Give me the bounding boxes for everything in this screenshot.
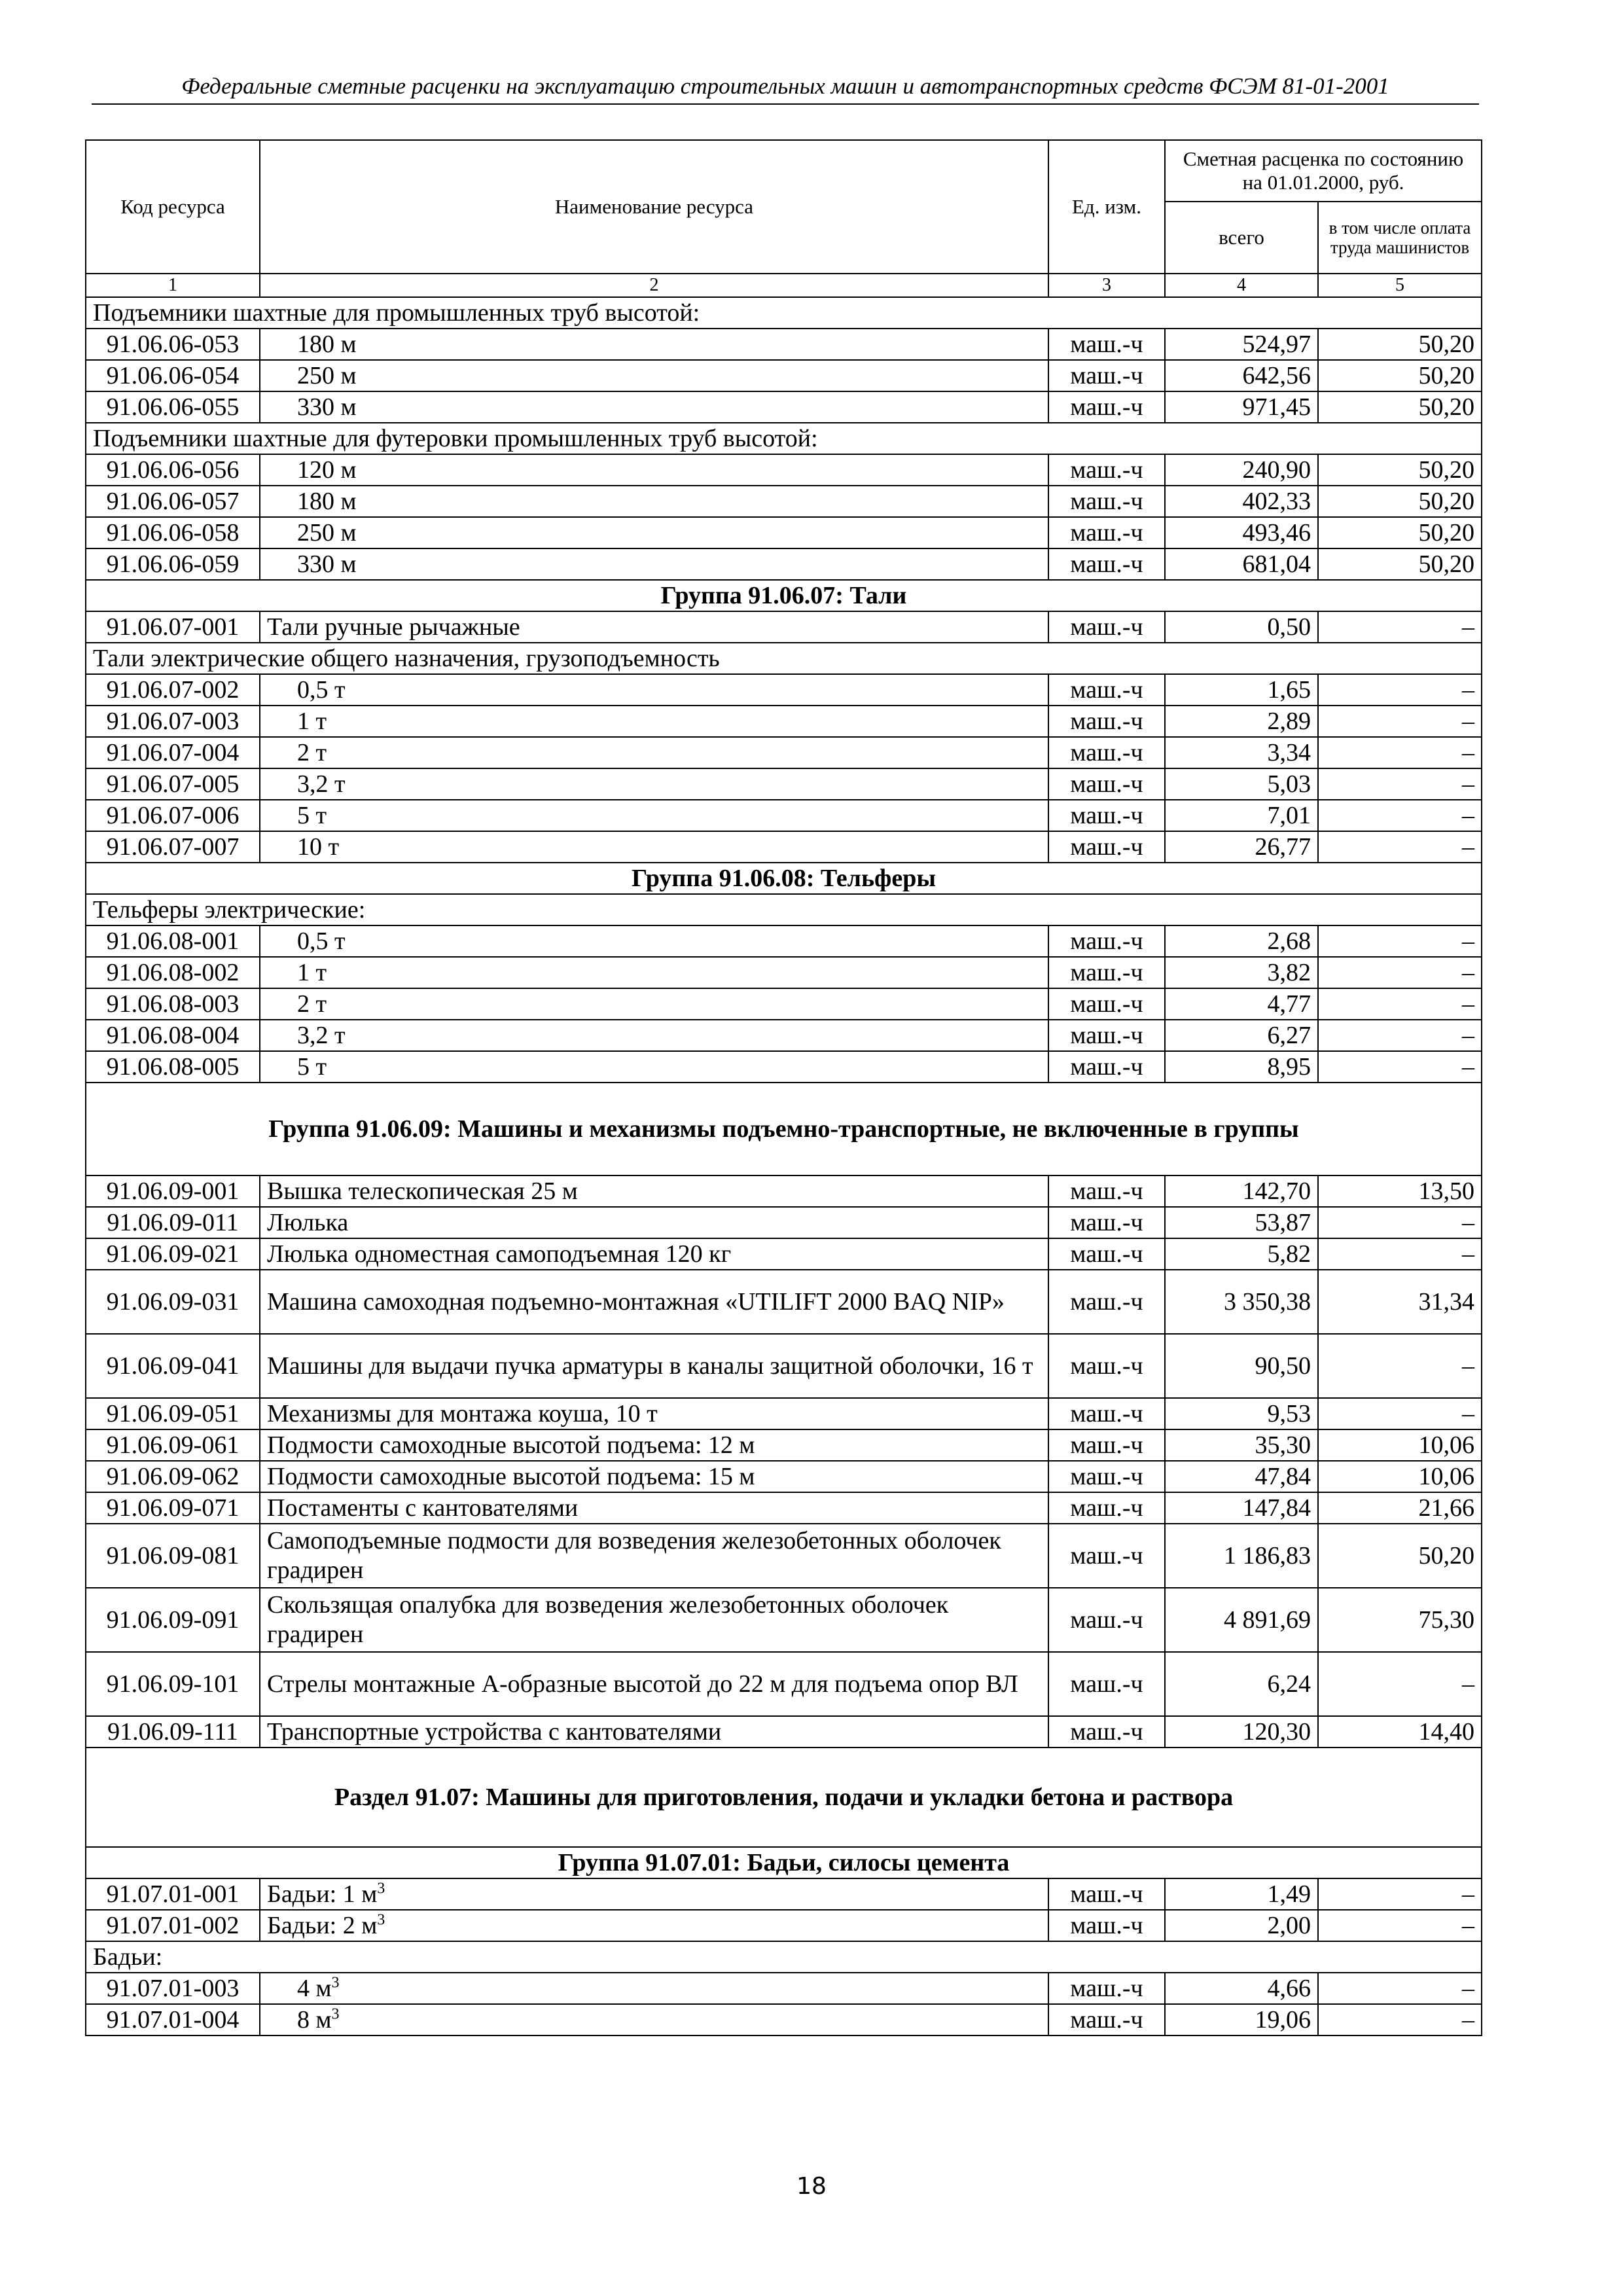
resource-name: 2 т — [260, 988, 1048, 1020]
table-row — [86, 1270, 1482, 1334]
resource-name: 3,2 т — [260, 1020, 1048, 1051]
unit: маш.-ч — [1048, 1878, 1165, 1910]
resource-code: 91.06.09-062 — [86, 1461, 260, 1492]
resource-name: 0,5 т — [260, 674, 1048, 706]
unit: маш.-ч — [1048, 737, 1165, 768]
table-row — [86, 1051, 1482, 1083]
price-wage: 50,20 — [1318, 454, 1482, 486]
price-wage: 31,34 — [1318, 1270, 1482, 1334]
table-row — [86, 517, 1482, 548]
price-total: 2,00 — [1165, 1910, 1318, 1941]
column-number: 1 — [86, 274, 260, 297]
table-row — [86, 1588, 1482, 1652]
price-wage: – — [1318, 800, 1482, 831]
table-row — [86, 988, 1482, 1020]
price-total: 4 891,69 — [1165, 1588, 1318, 1652]
table-row — [86, 1910, 1482, 1941]
table-row — [86, 1398, 1482, 1429]
price-total: 7,01 — [1165, 800, 1318, 831]
resource-code: 91.06.09-041 — [86, 1334, 260, 1398]
resource-name: Машины для выдачи пучка арматуры в каналы защитной оболочки, 16 т — [260, 1334, 1048, 1398]
column-number: 3 — [1048, 274, 1165, 297]
page-number: 18 — [796, 2173, 827, 2200]
price-wage: – — [1318, 1973, 1482, 2004]
resource-code: 91.06.09-031 — [86, 1270, 260, 1334]
group-row — [86, 1847, 1482, 1878]
resource-name-text: 8 м — [297, 2006, 332, 2034]
resource-code: 91.06.06-057 — [86, 486, 260, 517]
unit: маш.-ч — [1048, 1020, 1165, 1051]
price-total: 90,50 — [1165, 1334, 1318, 1398]
price-wage: – — [1318, 737, 1482, 768]
resource-code: 91.06.06-055 — [86, 391, 260, 423]
unit: маш.-ч — [1048, 486, 1165, 517]
resource-code: 91.06.07-004 — [86, 737, 260, 768]
unit: маш.-ч — [1048, 1175, 1165, 1207]
price-wage: – — [1318, 925, 1482, 957]
price-wage: – — [1318, 611, 1482, 643]
resource-code: 91.07.01-001 — [86, 1878, 260, 1910]
resource-code: 91.06.09-021 — [86, 1238, 260, 1270]
price-total: 0,50 — [1165, 611, 1318, 643]
column-number: 4 — [1165, 274, 1318, 297]
resource-code: 91.06.07-002 — [86, 674, 260, 706]
unit: маш.-ч — [1048, 988, 1165, 1020]
table-row — [86, 768, 1482, 800]
table-row — [86, 1175, 1482, 1207]
price-wage: 75,30 — [1318, 1588, 1482, 1652]
group-row — [86, 1083, 1482, 1175]
unit: маш.-ч — [1048, 1238, 1165, 1270]
price-wage: 10,06 — [1318, 1461, 1482, 1492]
header-code: Код ресурса — [86, 140, 260, 274]
resource-code: 91.07.01-004 — [86, 2004, 260, 2036]
unit: маш.-ч — [1048, 1429, 1165, 1461]
price-total: 1 186,83 — [1165, 1524, 1318, 1588]
price-wage: 50,20 — [1318, 1524, 1482, 1588]
price-wage: – — [1318, 1334, 1482, 1398]
price-total: 1,65 — [1165, 674, 1318, 706]
resource-name: Подмости самоходные высотой подъема: 15 м — [260, 1461, 1048, 1492]
subheading: Подъемники шахтные для футеровки промышленных труб высотой: — [86, 423, 1482, 454]
resource-name: Механизмы для монтажа коуша, 10 т — [260, 1398, 1048, 1429]
unit: маш.-ч — [1048, 517, 1165, 548]
price-total: 47,84 — [1165, 1461, 1318, 1492]
table-row — [86, 360, 1482, 391]
price-total: 6,27 — [1165, 1020, 1318, 1051]
unit: маш.-ч — [1048, 800, 1165, 831]
resource-code: 91.06.09-051 — [86, 1398, 260, 1429]
resource-code: 91.06.06-059 — [86, 548, 260, 580]
resource-name: Вышка телескопическая 25 м — [260, 1175, 1048, 1207]
header-total: всего — [1165, 202, 1318, 274]
resource-name: 5 т — [260, 800, 1048, 831]
price-total: 3 350,38 — [1165, 1270, 1318, 1334]
section-row — [86, 1748, 1482, 1847]
table-row — [86, 329, 1482, 360]
price-wage: – — [1318, 988, 1482, 1020]
resource-name: 10 т — [260, 831, 1048, 863]
resource-name: 1 т — [260, 957, 1048, 988]
page-header: Федеральные сметные расценки на эксплуатацию строительных машин и автотранспортных средств ФСЭМ 81-01-2001 — [92, 73, 1479, 105]
price-total: 3,82 — [1165, 957, 1318, 988]
resource-code: 91.06.09-071 — [86, 1492, 260, 1524]
resource-name — [260, 1973, 1048, 2004]
resource-code: 91.06.06-056 — [86, 454, 260, 486]
unit: маш.-ч — [1048, 1588, 1165, 1652]
resource-code: 91.06.06-053 — [86, 329, 260, 360]
table-row — [86, 925, 1482, 957]
resource-name: Транспортные устройства с кантователями — [260, 1716, 1048, 1748]
unit: маш.-ч — [1048, 1492, 1165, 1524]
price-total: 19,06 — [1165, 2004, 1318, 2036]
unit: маш.-ч — [1048, 674, 1165, 706]
price-total: 524,97 — [1165, 329, 1318, 360]
section-heading: Раздел 91.07: Машины для приготовления, подачи и укладки бетона и раствора — [86, 1748, 1482, 1847]
price-wage: 10,06 — [1318, 1429, 1482, 1461]
resource-code: 91.06.08-003 — [86, 988, 260, 1020]
price-total: 5,03 — [1165, 768, 1318, 800]
price-total: 2,68 — [1165, 925, 1318, 957]
resource-name: 5 т — [260, 1051, 1048, 1083]
price-wage: – — [1318, 1020, 1482, 1051]
unit: маш.-ч — [1048, 2004, 1165, 2036]
price-wage: – — [1318, 1652, 1482, 1716]
header-wage: в том числе оплата труда машинистов — [1318, 202, 1482, 274]
resource-code: 91.06.09-091 — [86, 1588, 260, 1652]
price-total: 642,56 — [1165, 360, 1318, 391]
column-number: 2 — [260, 274, 1048, 297]
price-total: 240,90 — [1165, 454, 1318, 486]
table-row — [86, 611, 1482, 643]
table-row — [86, 486, 1482, 517]
resource-name: Постаменты с кантователями — [260, 1492, 1048, 1524]
resource-code: 91.06.06-058 — [86, 517, 260, 548]
subheading-row — [86, 643, 1482, 674]
resource-code: 91.06.08-004 — [86, 1020, 260, 1051]
unit: маш.-ч — [1048, 1207, 1165, 1238]
header-name: Наименование ресурса — [260, 140, 1048, 274]
table-row — [86, 1524, 1482, 1588]
resource-name: 180 м — [260, 486, 1048, 517]
resource-name-text: 4 м — [297, 1975, 332, 2002]
group-heading: Группа 91.06.07: Тали — [86, 580, 1482, 611]
price-wage: 50,20 — [1318, 360, 1482, 391]
price-wage: – — [1318, 768, 1482, 800]
table-row — [86, 1334, 1482, 1398]
table-row — [86, 737, 1482, 768]
price-total: 147,84 — [1165, 1492, 1318, 1524]
table-row — [86, 1020, 1482, 1051]
table-row — [86, 1238, 1482, 1270]
group-heading: Группа 91.06.09: Машины и механизмы подъемно-транспортные, не включенные в группы — [86, 1083, 1482, 1175]
resource-code: 91.06.06-054 — [86, 360, 260, 391]
column-number: 5 — [1318, 274, 1482, 297]
resource-name: 180 м — [260, 329, 1048, 360]
unit: маш.-ч — [1048, 1461, 1165, 1492]
table-row — [86, 706, 1482, 737]
price-total: 9,53 — [1165, 1398, 1318, 1429]
resource-code: 91.06.08-001 — [86, 925, 260, 957]
table-row — [86, 957, 1482, 988]
group-heading: Группа 91.06.08: Тельферы — [86, 863, 1482, 894]
price-wage: 50,20 — [1318, 329, 1482, 360]
table-header-row — [86, 140, 1482, 202]
table-row — [86, 1429, 1482, 1461]
price-total: 3,34 — [1165, 737, 1318, 768]
table-row — [86, 1973, 1482, 2004]
resource-name — [260, 1910, 1048, 1941]
unit: маш.-ч — [1048, 831, 1165, 863]
price-total: 4,77 — [1165, 988, 1318, 1020]
price-total: 8,95 — [1165, 1051, 1318, 1083]
resource-code: 91.06.09-081 — [86, 1524, 260, 1588]
resource-name: Самоподъемные подмости для возведения железобетонных оболочек градирен — [260, 1524, 1048, 1588]
unit: маш.-ч — [1048, 1270, 1165, 1334]
table-row — [86, 831, 1482, 863]
price-wage: 14,40 — [1318, 1716, 1482, 1748]
unit: маш.-ч — [1048, 1398, 1165, 1429]
price-wage: 50,20 — [1318, 517, 1482, 548]
price-wage: – — [1318, 1238, 1482, 1270]
price-total: 971,45 — [1165, 391, 1318, 423]
resource-name-text: Бадьи: 1 м — [267, 1880, 378, 1908]
resource-code: 91.06.07-001 — [86, 611, 260, 643]
resource-name: 3,2 т — [260, 768, 1048, 800]
unit: маш.-ч — [1048, 548, 1165, 580]
unit: маш.-ч — [1048, 329, 1165, 360]
subheading: Бадьи: — [86, 1941, 1482, 1973]
resource-name: 0,5 т — [260, 925, 1048, 957]
unit: маш.-ч — [1048, 925, 1165, 957]
subheading: Тельферы электрические: — [86, 894, 1482, 925]
resource-name: 120 м — [260, 454, 1048, 486]
price-total: 402,33 — [1165, 486, 1318, 517]
rates-table — [85, 139, 1482, 2036]
table-row — [86, 548, 1482, 580]
subheading: Тали электрические общего назначения, грузоподъемность — [86, 643, 1482, 674]
table-row — [86, 1461, 1482, 1492]
group-row — [86, 580, 1482, 611]
resource-code: 91.06.07-006 — [86, 800, 260, 831]
price-total: 4,66 — [1165, 1973, 1318, 2004]
table-row — [86, 391, 1482, 423]
table-row — [86, 1492, 1482, 1524]
subheading-row — [86, 297, 1482, 329]
unit: маш.-ч — [1048, 1973, 1165, 2004]
resource-code: 91.06.09-111 — [86, 1716, 260, 1748]
price-total: 1,49 — [1165, 1878, 1318, 1910]
resource-code: 91.06.09-061 — [86, 1429, 260, 1461]
resource-code: 91.06.07-005 — [86, 768, 260, 800]
resource-name — [260, 2004, 1048, 2036]
group-row — [86, 863, 1482, 894]
resource-code: 91.06.07-003 — [86, 706, 260, 737]
resource-name: Люлька одноместная самоподъемная 120 кг — [260, 1238, 1048, 1270]
price-wage: – — [1318, 831, 1482, 863]
resource-code: 91.07.01-002 — [86, 1910, 260, 1941]
unit: маш.-ч — [1048, 1524, 1165, 1588]
unit: маш.-ч — [1048, 611, 1165, 643]
resource-code: 91.06.09-011 — [86, 1207, 260, 1238]
resource-name: Подмости самоходные высотой подъема: 12 м — [260, 1429, 1048, 1461]
price-total: 5,82 — [1165, 1238, 1318, 1270]
price-wage: – — [1318, 1398, 1482, 1429]
resource-name: Скользящая опалубка для возведения железобетонных оболочек градирен — [260, 1588, 1048, 1652]
table-row — [86, 454, 1482, 486]
superscript: 3 — [377, 1911, 385, 1929]
unit: маш.-ч — [1048, 768, 1165, 800]
price-total: 681,04 — [1165, 548, 1318, 580]
resource-name: Люлька — [260, 1207, 1048, 1238]
unit: маш.-ч — [1048, 454, 1165, 486]
resource-code: 91.06.08-005 — [86, 1051, 260, 1083]
price-wage: – — [1318, 1051, 1482, 1083]
unit: маш.-ч — [1048, 706, 1165, 737]
price-wage: – — [1318, 957, 1482, 988]
price-total: 493,46 — [1165, 517, 1318, 548]
resource-name-text: Бадьи: 2 м — [267, 1912, 378, 1939]
group-heading: Группа 91.07.01: Бадьи, силосы цемента — [86, 1847, 1482, 1878]
resource-code: 91.06.09-001 — [86, 1175, 260, 1207]
price-wage: – — [1318, 706, 1482, 737]
table-row — [86, 1878, 1482, 1910]
superscript: 3 — [331, 1974, 340, 1992]
price-total: 120,30 — [1165, 1716, 1318, 1748]
price-wage: – — [1318, 1910, 1482, 1941]
price-wage: – — [1318, 1878, 1482, 1910]
resource-name: 250 м — [260, 360, 1048, 391]
superscript: 3 — [331, 2005, 340, 2023]
price-total: 26,77 — [1165, 831, 1318, 863]
price-total: 2,89 — [1165, 706, 1318, 737]
resource-name: 330 м — [260, 548, 1048, 580]
table-row — [86, 1207, 1482, 1238]
subheading-row — [86, 894, 1482, 925]
price-wage: 50,20 — [1318, 391, 1482, 423]
unit: маш.-ч — [1048, 1716, 1165, 1748]
resource-code: 91.06.08-002 — [86, 957, 260, 988]
price-wage: – — [1318, 674, 1482, 706]
table-row — [86, 1716, 1482, 1748]
resource-name — [260, 1878, 1048, 1910]
resource-name: 2 т — [260, 737, 1048, 768]
resource-code: 91.06.07-007 — [86, 831, 260, 863]
resource-name: Машина самоходная подъемно-монтажная «UTILIFT 2000 BAQ NIP» — [260, 1270, 1048, 1334]
price-wage: 21,66 — [1318, 1492, 1482, 1524]
subheading: Подъемники шахтные для промышленных труб высотой: — [86, 297, 1482, 329]
unit: маш.-ч — [1048, 360, 1165, 391]
unit: маш.-ч — [1048, 1652, 1165, 1716]
resource-name: 250 м — [260, 517, 1048, 548]
unit: маш.-ч — [1048, 1910, 1165, 1941]
column-number-row — [86, 274, 1482, 297]
price-total: 35,30 — [1165, 1429, 1318, 1461]
unit: маш.-ч — [1048, 957, 1165, 988]
price-total: 6,24 — [1165, 1652, 1318, 1716]
table-row — [86, 2004, 1482, 2036]
subheading-row — [86, 1941, 1482, 1973]
resource-name: 330 м — [260, 391, 1048, 423]
subheading-row — [86, 423, 1482, 454]
superscript: 3 — [377, 1880, 385, 1897]
table-row — [86, 674, 1482, 706]
unit: маш.-ч — [1048, 391, 1165, 423]
resource-code: 91.07.01-003 — [86, 1973, 260, 2004]
resource-code: 91.06.09-101 — [86, 1652, 260, 1716]
header-unit: Ед. изм. — [1048, 140, 1165, 274]
price-wage: 50,20 — [1318, 548, 1482, 580]
price-total: 53,87 — [1165, 1207, 1318, 1238]
resource-name: Тали ручные рычажные — [260, 611, 1048, 643]
header-price: Сметная расценка по состоянию на 01.01.2000, руб. — [1165, 140, 1482, 202]
price-wage: 13,50 — [1318, 1175, 1482, 1207]
price-wage: – — [1318, 2004, 1482, 2036]
price-wage: 50,20 — [1318, 486, 1482, 517]
price-total: 142,70 — [1165, 1175, 1318, 1207]
table-row — [86, 1652, 1482, 1716]
resource-name: Стрелы монтажные А-образные высотой до 22 м для подъема опор ВЛ — [260, 1652, 1048, 1716]
resource-name: 1 т — [260, 706, 1048, 737]
unit: маш.-ч — [1048, 1051, 1165, 1083]
unit: маш.-ч — [1048, 1334, 1165, 1398]
price-wage: – — [1318, 1207, 1482, 1238]
table-row — [86, 800, 1482, 831]
